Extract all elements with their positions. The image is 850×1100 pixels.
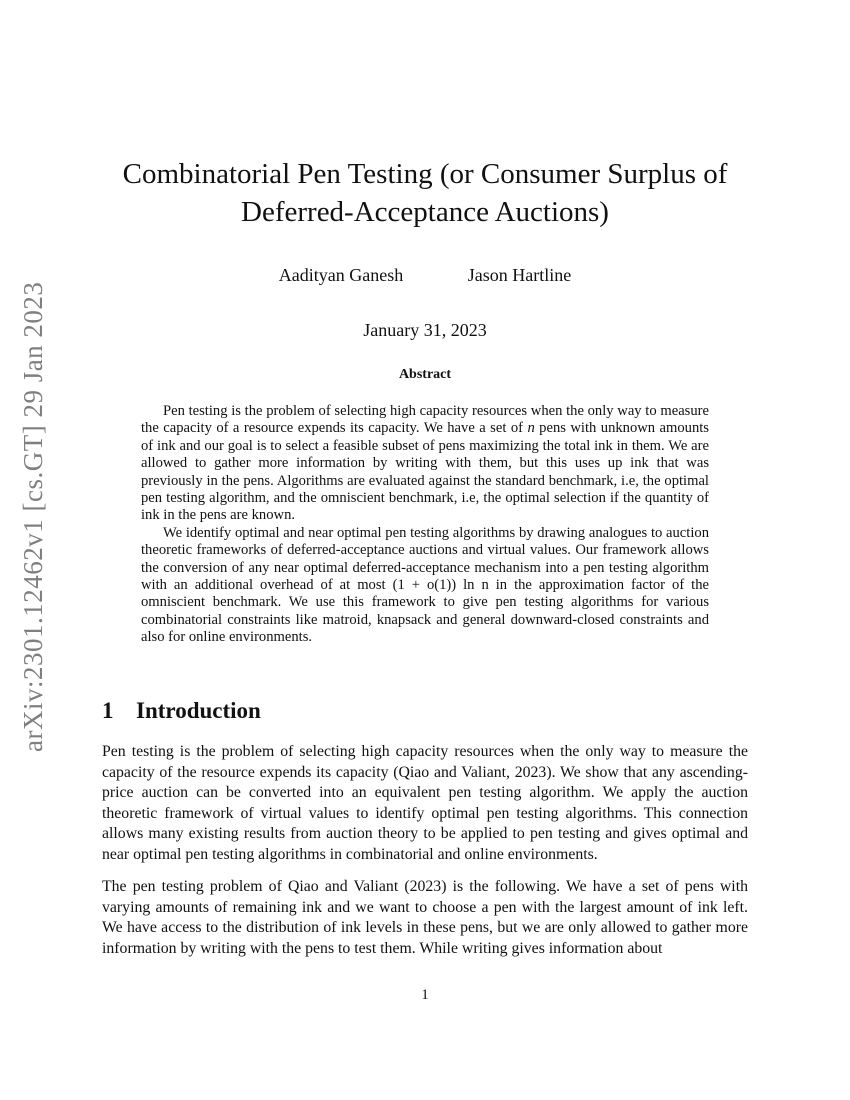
abstract-paragraph: [141, 403, 709, 525]
math-expression: (1 + o(1)) ln n: [392, 577, 489, 594]
arxiv-identifier-stamp: arXiv:2301.12462v1 [cs.GT] 29 Jan 2023: [18, 281, 48, 752]
math-variable: n: [527, 420, 535, 437]
page-number: 1: [421, 987, 429, 1003]
body-paragraph: [102, 742, 748, 866]
paper-title: [100, 155, 750, 231]
author-name: Jason Hartline: [467, 265, 572, 285]
author-list: [100, 265, 750, 286]
body-text: The pen testing problem of Qiao and Valiant (2023) is the following. We have a set of pens with varying amounts of remaining ink and we want to choose a pen with the largest amount of ink left. We have access to the distribution of ink levels in these pens, but we are only allowed to gather more information by writing with the pens to test them. While writing gives information about: [102, 878, 748, 957]
abstract-text: pens with unknown amounts of ink and our goal is to select a feasible subset of pens maximizing the total ink in them. We are allowed to gather more information by writing with them, but this uses up ink that was previously in the pens. Algorithms are evaluated against the standard benchmark, i.e, the optimal pen testing algorithm, and the omniscient benchmark, i.e, the optimal selection if the quantity of ink in the pens are known.: [141, 420, 709, 524]
paper-title-line-2: Deferred-Acceptance Auctions): [241, 196, 609, 228]
abstract-text: We identify optimal and near optimal pen testing algorithms by drawing analogues to auction theoretic frameworks of deferred-acceptance auctions and virtual values. Our framework allows the conversion of any near optimal deferred-acceptance mechanism into a pen testing algorithm with an additional overhead of at most: [141, 524, 709, 594]
abstract-paragraph: [141, 525, 709, 647]
author-name: Aadityan Ganesh: [278, 265, 404, 285]
abstract-text: in the approximation factor of the omniscient benchmark. We use this framework to give pen testing algorithms for various combinatorial constraints like matroid, knapsack and general downward-closed constraints and also for online environments.: [141, 577, 709, 646]
section-title: Introduction: [136, 698, 261, 723]
publication-date: January 31, 2023: [363, 320, 487, 340]
body-paragraph: [102, 877, 748, 959]
abstract-body: [141, 403, 709, 647]
abstract-text: Pen testing is the problem of selecting high capacity resources when the only way to measure the capacity of a resource expends its capacity. We have a set of: [141, 403, 709, 437]
abstract-heading: Abstract: [398, 367, 452, 382]
body-text: Pen testing is the problem of selecting high capacity resources when the only way to measure the capacity of the resource expends its capacity (Qiao and Valiant, 2023). We show that any ascending-price auction can be converted into an equivalent pen testing algorithm. We apply the auction theoretic framework of virtual values to identify optimal pen testing algorithms. This connection allows many existing results from auction theory to be applied to pen testing and gives optimal and near optimal pen testing algorithms in combinatorial and online environments.: [102, 743, 748, 863]
paper-title-line-1: Combinatorial Pen Testing (or Consumer Surplus of: [122, 158, 728, 190]
section-heading: [102, 698, 261, 724]
section-number: 1: [102, 698, 114, 723]
